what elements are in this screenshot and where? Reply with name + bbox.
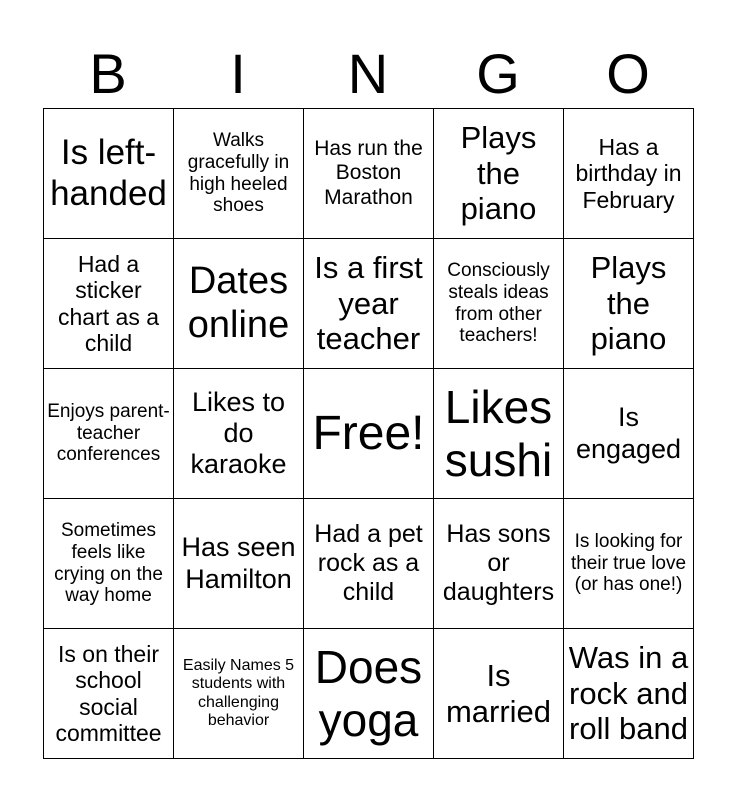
bingo-cell[interactable]: Likes sushi	[434, 369, 564, 499]
header-letter-i: I	[230, 42, 246, 105]
bingo-cell[interactable]: Consciously steals ideas from other teachers!	[434, 239, 564, 369]
bingo-header	[43, 40, 693, 108]
bingo-cell[interactable]: Is engaged	[564, 369, 694, 499]
bingo-cell[interactable]: Is on their school social committee	[44, 629, 174, 759]
bingo-cell[interactable]: Had a sticker chart as a child	[44, 239, 174, 369]
board-row	[44, 239, 694, 369]
board-row	[44, 369, 694, 499]
bingo-cell[interactable]: Easily Names 5 students with challenging behavior	[174, 629, 304, 759]
bingo-cell[interactable]: Is looking for their true love (or has one!)	[564, 499, 694, 629]
bingo-cell[interactable]: Plays the piano	[564, 239, 694, 369]
bingo-cell[interactable]: Is married	[434, 629, 564, 759]
board-row	[44, 499, 694, 629]
bingo-cell[interactable]: Has seen Hamilton	[174, 499, 304, 629]
header-letter-n: N	[347, 42, 389, 105]
bingo-cell[interactable]: Was in a rock and roll band	[564, 629, 694, 759]
header-letter-b: B	[89, 42, 127, 105]
bingo-cell[interactable]: Enjoys parent-teacher conferences	[44, 369, 174, 499]
bingo-cell[interactable]: Is a first year teacher	[304, 239, 434, 369]
bingo-cell[interactable]: Does yoga	[304, 629, 434, 759]
bingo-cell[interactable]: Has run the Boston Marathon	[304, 109, 434, 239]
bingo-cell[interactable]: Sometimes feels like crying on the way home	[44, 499, 174, 629]
bingo-cell[interactable]: Plays the piano	[434, 109, 564, 239]
board-row	[44, 629, 694, 759]
bingo-cell[interactable]: Free!	[304, 369, 434, 499]
bingo-cell[interactable]: Has a birthday in February	[564, 109, 694, 239]
bingo-cell[interactable]: Walks gracefully in high heeled shoes	[174, 109, 304, 239]
header-letter-g: G	[476, 42, 520, 105]
bingo-cell[interactable]: Had a pet rock as a child	[304, 499, 434, 629]
header-letter-o: O	[606, 42, 650, 105]
board-row	[44, 109, 694, 239]
bingo-cell[interactable]: Likes to do karaoke	[174, 369, 304, 499]
bingo-cell[interactable]: Dates online	[174, 239, 304, 369]
bingo-cell[interactable]: Is left-handed	[44, 109, 174, 239]
bingo-cell[interactable]: Has sons or daughters	[434, 499, 564, 629]
bingo-board	[43, 108, 694, 759]
